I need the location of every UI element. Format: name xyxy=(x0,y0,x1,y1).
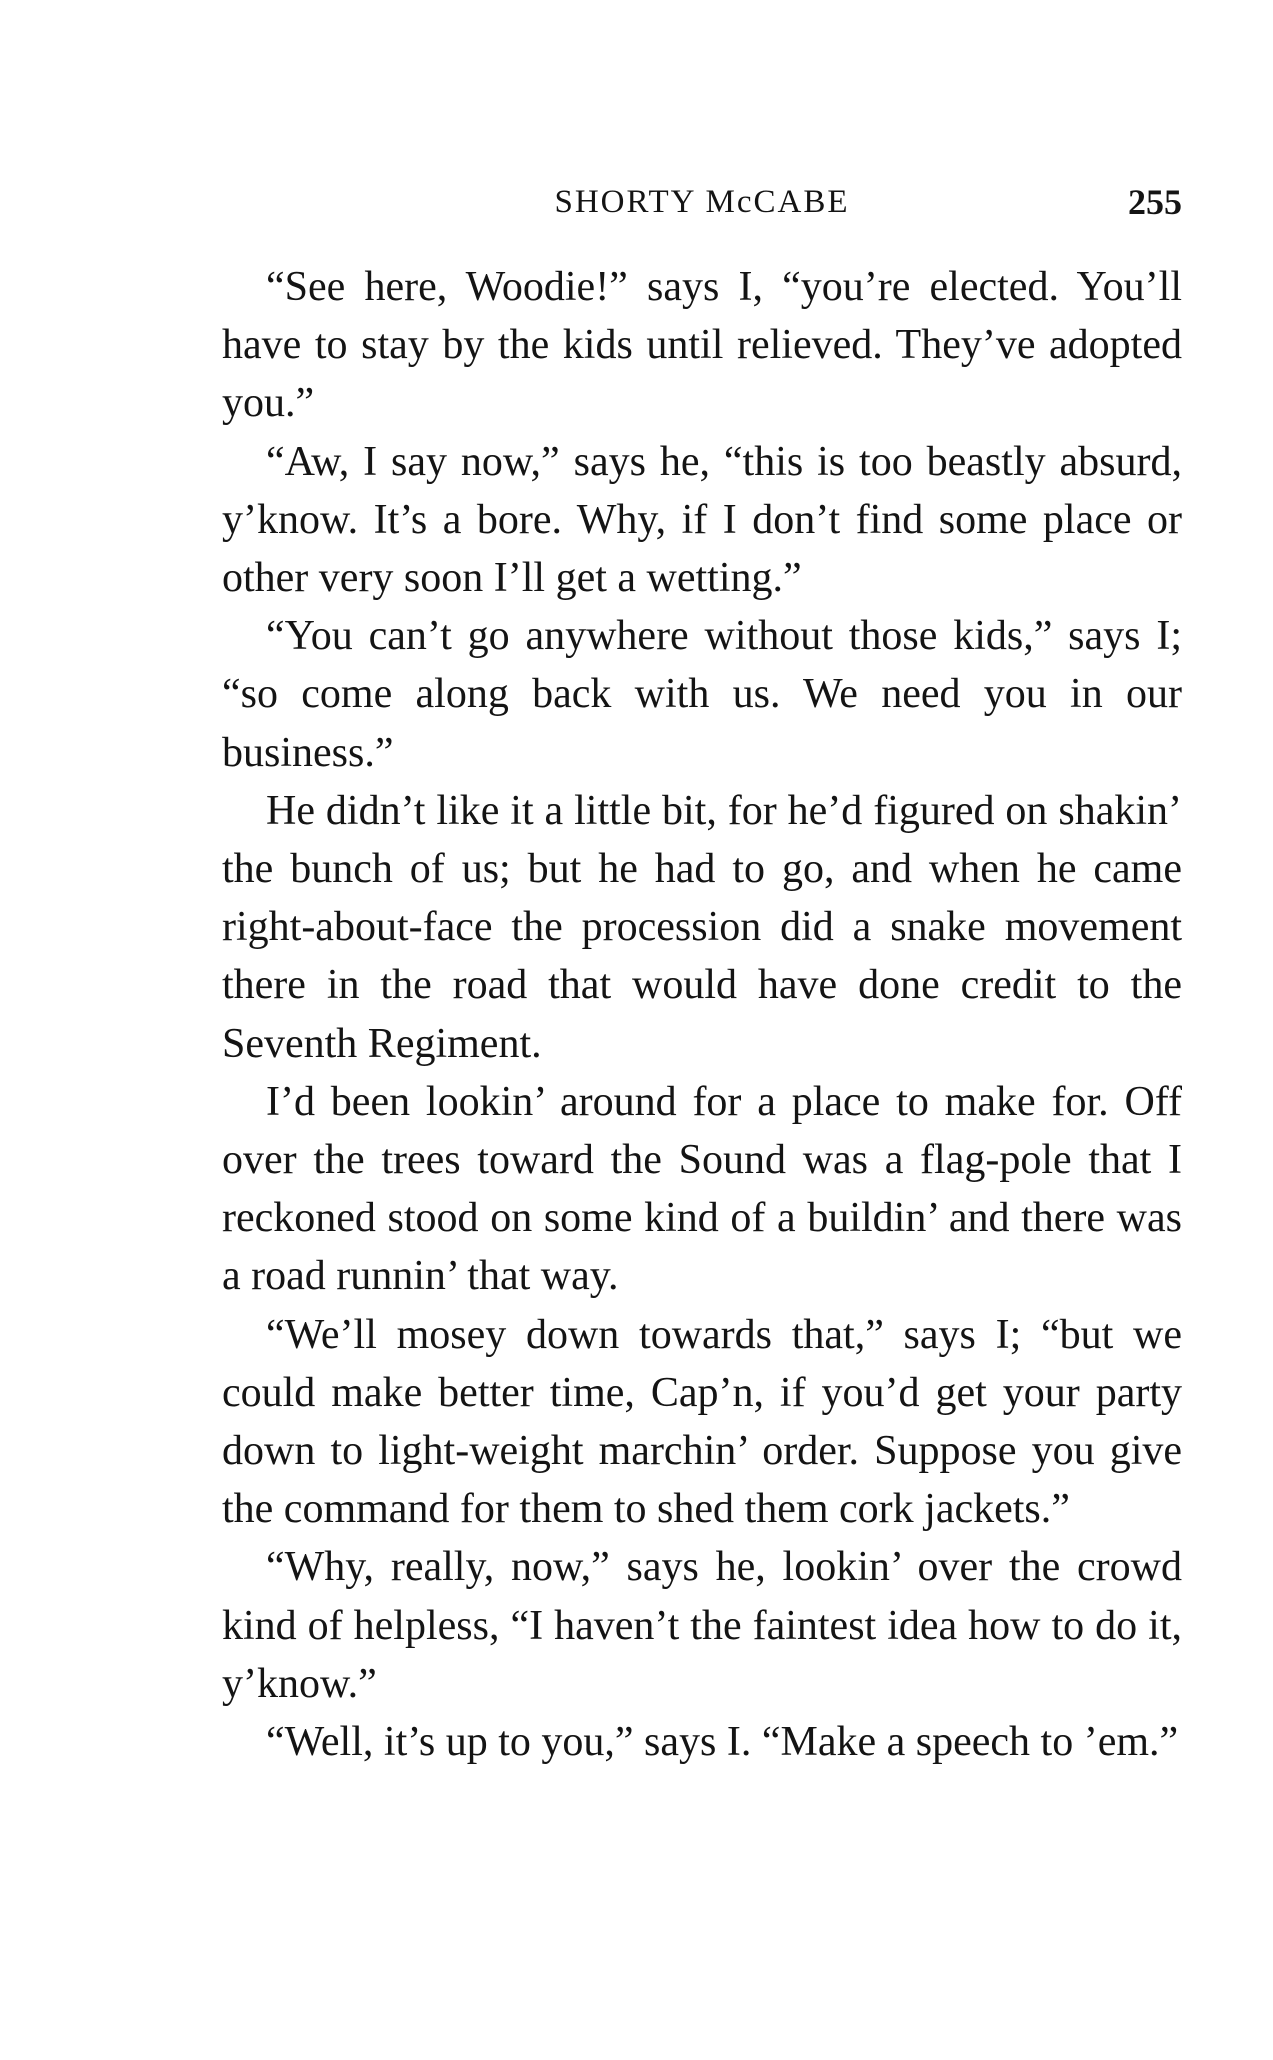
paragraph: “Aw, I say now,” says he, “this is too beastly absurd, y’know. It’s a bore. Why, if I don’t find some place or other very soon I’ll get a wetting.” xyxy=(222,438,1182,602)
paragraph: “Why, really, now,” says he, lookin’ over the crowd kind of helpless, “I haven’t the faintest idea how to do it, y’know.” xyxy=(222,1544,1182,1707)
paragraph: I’d been lookin’ around for a place to make for. Off over the trees toward the Sound was a flag-pole that I reckoned stood on some kind of a buildin’ and there was a road runnin’ that way. xyxy=(222,1078,1182,1300)
paragraph: “Well, it’s up to you,” says I. “Make a speech to ’em.” xyxy=(266,1719,1179,1766)
body-text xyxy=(222,258,1182,1771)
paragraph: “You can’t go anywhere without those kids,” says I; “so come along back with us. We need you in our business.” xyxy=(222,613,1182,776)
running-title: SHORTY McCABE xyxy=(554,184,850,220)
paragraph: “We’ll mosey down towards that,” says I; “but we could make better time, Cap’n, if you’d get your party down to light-weight marchin’ order. Suppose you give the command for them to shed them cork jackets.” xyxy=(222,1311,1182,1533)
paragraph: “See here, Woodie!” says I, “you’re elected. You’ll have to stay by the kids until relieved. They’ve adopted you.” xyxy=(222,264,1182,427)
paragraph: He didn’t like it a little bit, for he’d figured on shakin’ the bunch of us; but he had to go, and when he came right-about-face the procession did a snake movement there in the road that would have done credit to the Seventh Regiment. xyxy=(222,787,1182,1067)
page-number: 255 xyxy=(1128,182,1182,222)
running-head xyxy=(222,178,1182,226)
